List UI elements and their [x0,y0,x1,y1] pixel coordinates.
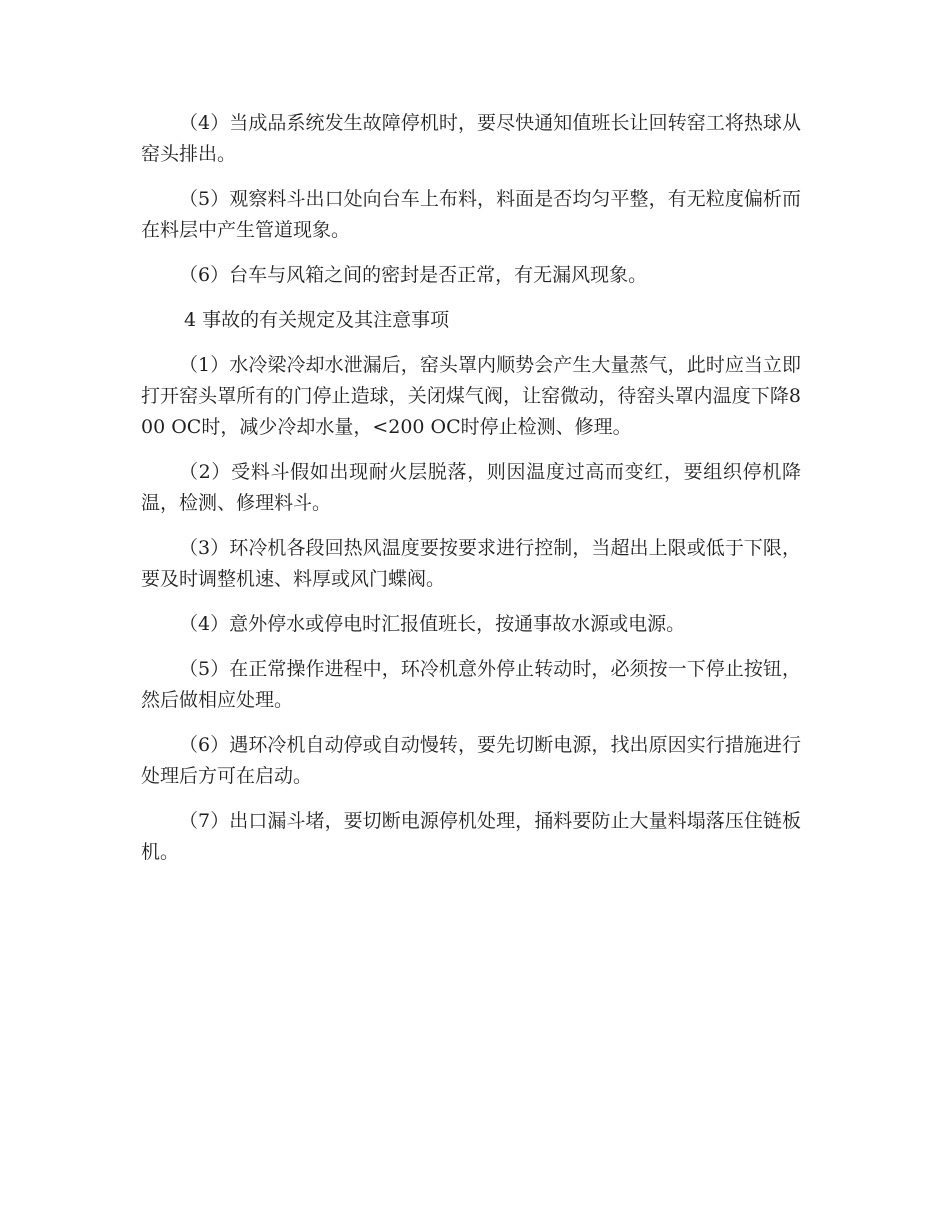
paragraph-item-5: （5）观察料斗出口处向台车上布料，料面是否均匀平整，有无粒度偏析而在料层中产生管道现象。 [141,188,801,241]
document-body [141,108,801,882]
paragraph-item-4: （4）当成品系统发生故障停机时，要尽快通知值班长让回转窑工将热球从窑头排出。 [141,112,801,165]
accident-rule-3: （3）环冷机各段回热风温度要按要求进行控制，当超出上限或低于下限，要及时调整机速、料厚或风门蝶阀。 [141,537,801,590]
accident-rule-2: （2）受料斗假如出现耐火层脱落，则因温度过高而变红，要组织停机降温，检测、修理料斗。 [141,461,801,514]
accident-rule-6: （6）遇环冷机自动停或自动慢转，要先切断电源，找出原因实行措施进行处理后方可在启动。 [141,734,801,787]
accident-rule-7: （7）出口漏斗堵，要切断电源停机处理，捅料要防止大量料塌落压住链板机。 [141,810,801,863]
accident-rule-4: （4）意外停水或停电时汇报值班长，按通事故水源或电源。 [179,613,686,635]
accident-rule-5: （5）在正常操作进程中，环冷机意外停止转动时，必须按一下停止按钮，然后做相应处理。 [141,658,801,711]
accident-rule-1: （1）水冷梁冷却水泄漏后，窑头罩内顺势会产生大量蒸气，此时应当立即打开窑头罩所有的门停止造球，关闭煤气阀，让窑微动，待窑头罩内温度下降800 OC时，减少冷却水量，<200 OC时停止检测、修理。 [141,354,801,438]
paragraph-item-6: （6）台车与风箱之间的密封是否正常，有无漏风现象。 [179,264,648,286]
section-heading: 4 事故的有关规定及其注意事项 [184,309,450,331]
